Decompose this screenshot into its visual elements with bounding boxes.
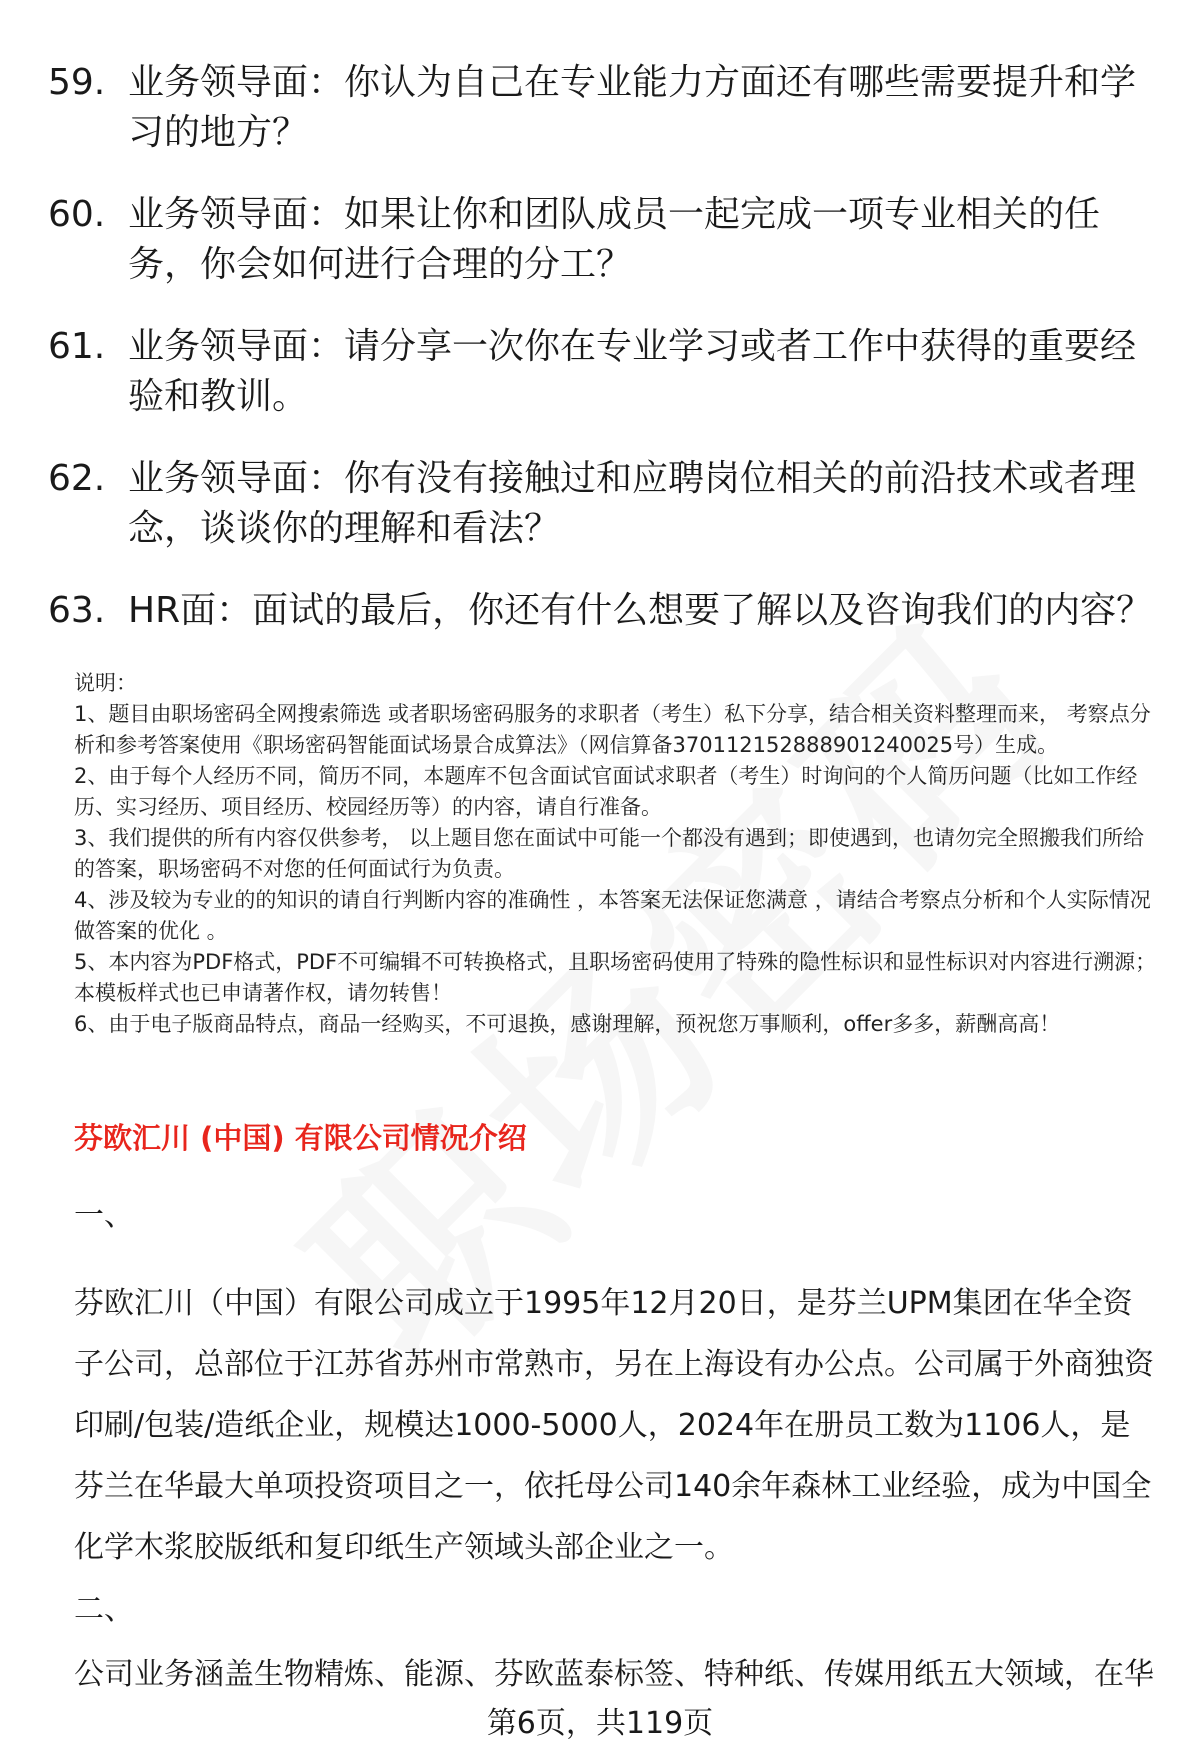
note-item: 2、由于每个人经历不同，简历不同，本题库不包含面试官面试求职者（考生）时询问的个人简历问题（比如工作经历、实习经历、项目经历、校园经历等）的内容，请自行准备。 bbox=[74, 764, 1138, 819]
company-title: 芬欧汇川 (中国) 有限公司情况介绍 bbox=[74, 1121, 527, 1155]
question-list bbox=[48, 58, 1158, 668]
page-footer: 第6页，共119页 bbox=[486, 1706, 714, 1741]
question-text: 业务领导面：如果让你和团队成员一起完成一项专业相关的任务，你会如何进行合理的分工？ bbox=[128, 194, 1101, 285]
question-text: HR面：面试的最后，你还有什么想要了解以及咨询我们的内容？ bbox=[128, 590, 1153, 631]
notes-section bbox=[74, 668, 1159, 1040]
note-item: 3、我们提供的所有内容仅供参考， 以上题目您在面试中可能一个都没有遇到；即使遇到，也请勿完全照搬我们所给的答案，职场密码不对您的任何面试行为负责。 bbox=[74, 826, 1145, 881]
section-mark-1: 一、 bbox=[74, 1198, 134, 1233]
company-paragraph-2: 公司业务涵盖生物精炼、能源、芬欧蓝泰标签、特种纸、传媒用纸五大领域，在华 bbox=[74, 1657, 1154, 1692]
question-text: 业务领导面：你认为自己在专业能力方面还有哪些需要提升和学习的地方？ bbox=[128, 62, 1137, 153]
note-item: 4、涉及较为专业的的知识的请自行判断内容的准确性 ，本答案无法保证您满意 ，请结合考察点分析和个人实际情况做答案的优化 。 bbox=[74, 888, 1151, 943]
note-item: 1、题目由职场密码全网搜索筛选 或者职场密码服务的求职者（考生）私下分享，结合相关资料整理而来， 考察点分析和参考答案使用《职场密码智能面试场景合成算法》（网信算备370112152888901240025号）生成。 bbox=[74, 702, 1151, 757]
question-number: 59. bbox=[48, 62, 106, 103]
note-item: 6、由于电子版商品特点，商品一经购买，不可退换，感谢理解，预祝您万事顺利，offer多多，薪酬高高！ bbox=[74, 1012, 1061, 1036]
question-text: 业务领导面：请分享一次你在专业学习或者工作中获得的重要经验和教训。 bbox=[128, 326, 1137, 417]
question-item bbox=[48, 322, 1158, 422]
question-item bbox=[48, 58, 1158, 158]
question-number: 62. bbox=[48, 458, 106, 499]
notes-heading: 说明： bbox=[74, 671, 137, 695]
question-number: 63. bbox=[48, 590, 106, 631]
question-item bbox=[48, 190, 1158, 290]
question-text: 业务领导面：你有没有接触过和应聘岗位相关的前沿技术或者理念，谈谈你的理解和看法？ bbox=[128, 458, 1137, 549]
note-item: 5、本内容为PDF格式，PDF不可编辑不可转换格式，且职场密码使用了特殊的隐性标识和显性标识对内容进行溯源；本模板样式也已申请著作权，请勿转售！ bbox=[74, 950, 1157, 1005]
section-mark-2: 二、 bbox=[74, 1592, 134, 1627]
question-number: 60. bbox=[48, 194, 106, 235]
question-item bbox=[48, 454, 1158, 554]
company-paragraph-1: 芬欧汇川（中国）有限公司成立于1995年12月20日，是芬兰UPM集团在华全资子公司，总部位于江苏省苏州市常熟市，另在上海设有办公点。公司属于外商独资印刷/包装/造纸企业，规模达1000-5000人，2024年在册员工数为1106人，是芬兰在华最大单项投资项目之一，依托母公司140余年森林工业经验，成为中国全化学木浆胶版纸和复印纸生产领域头部企业之一。 bbox=[74, 1286, 1154, 1565]
question-item bbox=[48, 586, 1158, 636]
question-number: 61. bbox=[48, 326, 106, 367]
